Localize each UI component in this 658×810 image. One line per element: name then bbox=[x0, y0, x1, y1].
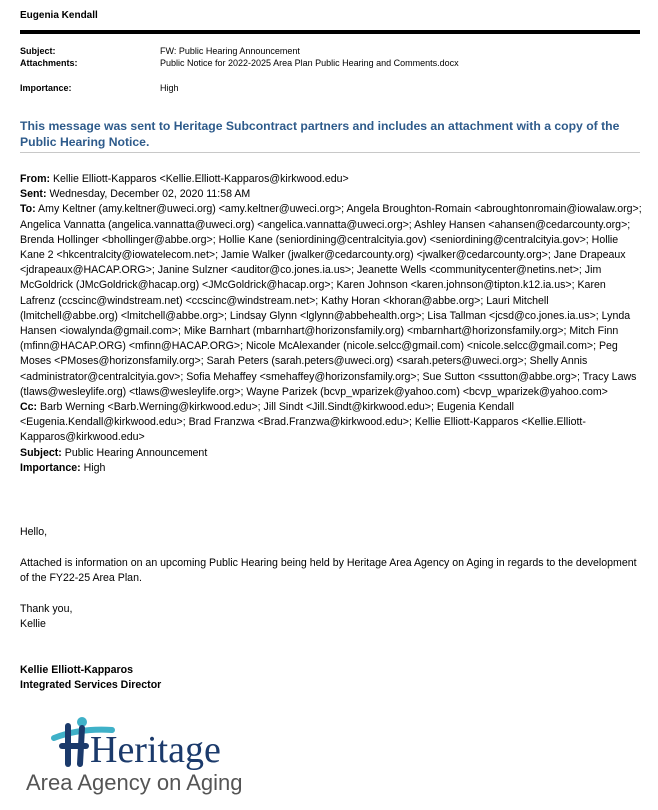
to-recipients: Amy Keltner (amy.keltner@uweci.org) <amy.keltner@uweci.org>; Angela Broughton-Romain <abroughtonromain@iowalaw.org>; Angelica Vannatta (angelica.vannatta@uweci.org) <angelica.vannatta@uweci.org>; Ashley Hansen <ahansen@cedarcounty.org>; Brenda Hollinger <bhollinger@abbe.org>; Hollie Kane (seniordining@centralcityia.gov) <seniordining@centralcityia.gov>; Hollie Kane 2 <hkcentralcity@iowatelecom.net>; Jamie Walker (jwalker@cedarcounty.org) <jwalker@cedarcounty.org>; Jane Drapeaux <jdrapeaux@HACAP.ORG>; Janine Sulzner <auditor@co.jones.ia.us>; Jeanette Wells <communitycenter@netins.net>; Jim McGoldrick (JMcGoldrick@hacap.org) <JMcGoldrick@hacap.org>; Karen Johnson <karen.johnson@tipton.k12.ia.us>; Karen Lafrenz (ccscinc@windstream.net) <ccscinc@windstream.net>; Kathy Horan <khoran@abbe.org>; Lauri Mitchell (lmitchell@abbe.org) <lmitchell@abbe.org>; Lindsay Glynn <lglynn@abbehealth.org>; Lisa Tallman <jcsd@co.jones.ia.us>; Lynda Hansen <iowalynda@gmail.com>; Mike Barnhart (mbarnhart@horizonsfamily.org) <mbarnhart@horizonsfamily.org>; Mitch Finn (mfinn@HACAP.ORG) <mfinn@HACAP.ORG>; Nicole McAlexander (nicole.selcc@gmail.com) <nicole.selcc@gmail.com>; Peg Moses <PMoses@horizonsfamily.org>; Sarah Peters (sarah.peters@uweci.org) <sarah.peters@uweci.org>; Shelly Annis <administrator@centralcityia.gov>; Sofia Mehaffey <smehaffey@horizonsfamily.org>; Sue Sutton <ssutton@abbe.org>; Tracy Laws (tlaws@wesleylife.org) <tlaws@wesleylife.org>; Wayne Parizek (bcvp_wparizek@yahoo.com) <bcvp_wparizek@yahoo.com> bbox=[20, 203, 642, 398]
forwarded-header bbox=[20, 172, 642, 476]
closing-thanks: Thank you, bbox=[20, 603, 73, 615]
greeting: Hello, bbox=[20, 526, 48, 538]
cc-label: Cc: bbox=[20, 401, 38, 414]
from-line bbox=[20, 172, 642, 187]
from-label: From: bbox=[20, 173, 51, 185]
notice-divider bbox=[20, 152, 640, 153]
importance-value: High bbox=[83, 461, 106, 474]
importance-label: Importance: bbox=[20, 461, 81, 474]
subject-label: Subject: bbox=[20, 446, 62, 459]
signature-name: Kellie Elliott-Kapparos bbox=[20, 664, 134, 676]
cc-line bbox=[20, 400, 642, 446]
body-paragraph: Attached is information on an upcoming Public Hearing being held by Heritage Area Agency on Aging in regards to the development of the FY22-25 Area Plan. bbox=[20, 557, 637, 585]
sent-line bbox=[20, 187, 642, 202]
from-value: Kellie Elliott-Kapparos <Kellie.Elliott-Kapparos@kirkwood.edu> bbox=[52, 173, 349, 185]
subject-line bbox=[20, 446, 642, 461]
importance-line bbox=[20, 461, 642, 476]
meta-subject-value: FW: Public Hearing Announcement bbox=[160, 46, 300, 56]
subject-value: Public Hearing Announcement bbox=[64, 446, 208, 459]
logo-wordmark: Heritage bbox=[90, 729, 221, 771]
meta-importance-label: Importance: bbox=[20, 83, 72, 93]
logo-tagline: Area Agency on Aging bbox=[26, 770, 243, 795]
to-line bbox=[20, 202, 642, 400]
meta-subject-label: Subject: bbox=[20, 46, 56, 56]
sent-value: Wednesday, December 02, 2020 11:58 AM bbox=[49, 188, 251, 201]
sent-label: Sent: bbox=[20, 188, 47, 201]
header-divider bbox=[20, 30, 640, 34]
notice-text: This message was sent to Heritage Subcontract partners and includes an attachment with a copy of the Public Hearing Notice. bbox=[20, 119, 620, 149]
meta-importance-value: High bbox=[160, 83, 179, 93]
cc-recipients: Barb Werning <Barb.Werning@kirkwood.edu>; Jill Sindt <Jill.Sindt@kirkwood.edu>; Eugenia Kendall <Eugenia.Kendall@kirkwood.edu>; Brad Franzwa <Brad.Franzwa@kirkwood.edu>; Kellie Elliott-Kapparos <Kellie.Elliott-Kapparos@kirkwood.edu> bbox=[20, 401, 586, 444]
attachment-link[interactable]: Public Notice for 2022-2025 Area Plan Public Hearing and Comments.docx bbox=[160, 58, 459, 68]
to-label: To: bbox=[20, 203, 36, 216]
heritage-logo bbox=[20, 708, 280, 803]
signature-title: Integrated Services Director bbox=[20, 679, 162, 691]
meta-attachments-label: Attachments: bbox=[20, 58, 78, 68]
closing-name: Kellie bbox=[20, 618, 46, 630]
sender-name: Eugenia Kendall bbox=[20, 10, 98, 21]
